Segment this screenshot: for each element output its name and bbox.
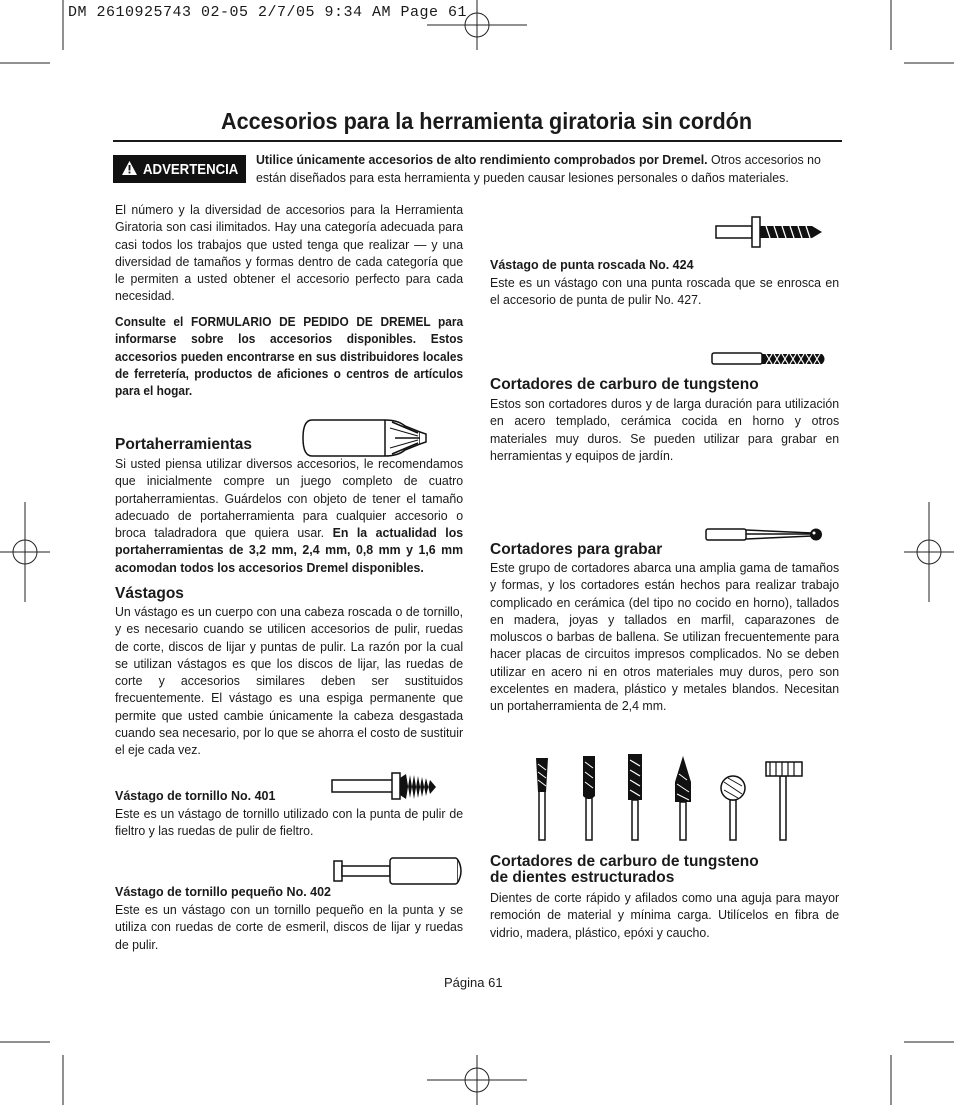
structured-heading-1: Cortadores de carburo de tungsteno <box>490 853 759 870</box>
title-rule <box>113 140 842 142</box>
engraving-cutter-illustration <box>704 524 826 546</box>
collet-illustration <box>300 416 430 458</box>
m424-paragraph: Este es un vástago con una punta roscada que se enrosca en el accesorio de punta de pulir No. 427. <box>490 275 840 308</box>
print-slug: DM 2610925743 02-05 2/7/05 9:34 AM Page 61 <box>68 4 468 21</box>
m424-heading: Vástago de punta roscada No. 424 <box>490 258 694 272</box>
collets-heading: Portaherramientas <box>115 436 252 453</box>
m401-heading: Vástago de tornillo No. 401 <box>115 789 276 803</box>
structured-heading-2: de dientes estructurados <box>490 869 675 886</box>
structured-paragraph: Dientes de corte rápido y afilados como una aguja para mayor remoción de material y mínima carga. Utilícelos en fibra de vidrio, madera, plástico, epóxi y caucho. <box>490 890 840 940</box>
warning-triangle-icon <box>121 160 138 176</box>
page-title: Accesorios para la herramienta giratoria sin cordón <box>221 108 753 134</box>
mandrels-paragraph: Un vástago es un cuerpo con una cabeza roscada o de tornillo, y es necesario cuando se utilicen accesorios de pulir, ruedas de corte, discos de lijar y puntas de pulir. La razón por la cual se utilizan vástagos es que los discos de lijar, las ruedas de corte y accesorios similares deben ser sustituidos frecuentemente. El vástago es una espiga permanente que permite que usted cambie únicamente la cabeza desgastada cuando sea necesario, por lo que se ahorra el costo de sustituir el eje cada vez. <box>115 604 464 758</box>
m402-paragraph: Este es un vástago con un tornillo pequeño en la punta y se utiliza con ruedas de corte de esmeril, discos de lijar y ruedas de pulir. <box>115 902 464 952</box>
collets-paragraph: Si usted piensa utilizar diversos accesorios, le recomendamos que inicialmente compre un juego completo de cuatro portaherramientas. Guárdelos con objeto de tener el tamaño adecuado de portaherramienta para cualquier accesorio o broca taladradora que quiera usar. En la actualidad los portaherramientas de 3,2 mm, 2,4 mm, 0,8 mm y 1,6 mm acomodan todos los accesorios Dremel disponibles. <box>115 456 464 575</box>
warning-label: ADVERTENCIA <box>143 160 239 178</box>
carbide-paragraph: Estos son cortadores duros y de larga duración para utilización en acero templado, cerámica cocida en horno y otros materiales muy duros. Se pueden utilizar para grabar en herramientas y equipos de jardín. <box>490 396 840 463</box>
mandrel-402-illustration <box>332 855 466 887</box>
mandrels-heading: Vástagos <box>115 585 184 602</box>
structured-cutters-illustration <box>522 750 812 844</box>
mandrel-401-illustration <box>330 770 440 804</box>
engraving-heading: Cortadores para grabar <box>490 541 663 558</box>
m402-heading: Vástago de tornillo pequeño No. 402 <box>115 885 332 899</box>
consult-paragraph: Consulte el FORMULARIO DE PEDIDO DE DREMEL para informarse sobre los accesorios disponibles. Estos accesorios pueden encontrarse en sus distribuidores locales de ferretería, productos de aficiones o centros de artículos para el hogar. <box>115 315 464 399</box>
page-number: Página 61 <box>444 975 503 990</box>
intro-paragraph: El número y la diversidad de accesorios para la Herramienta Giratoria son casi ilimitados. Hay una categoría adecuada para casi todos los trabajos que usted tenga que realizar — y una diversidad de tamaños y formas dentro de cada categoría que le permiten a usted obtener el accesorio perfecto para cada necesidad. <box>115 202 464 304</box>
warning-text <box>256 151 842 186</box>
carbide-cutter-illustration <box>710 348 828 370</box>
warning-body: Otros accesorios no están diseñados para esta herramienta y pueden causar lesiones personales o daños materiales. <box>256 152 821 185</box>
mandrel-424-illustration <box>712 214 826 250</box>
engraving-paragraph: Este grupo de cortadores abarca una amplia gama de tamaños y formas, y los cortadores están hechos para realizar trabajo complicado en cerámica (del tipo no cocido en horno), tallados en madera, joyas y tallados en marfil, caparazones de moluscos o barbas de ballena. Se utilizan frecuentemente para hacer placas de circuitos impresos complicados. No se deben utilizar en acero ni en otros materiales muy duros, pero son excelentes en madera, plástico y metales blandos. Necesitan un portaherramienta de 2,4 mm. <box>490 560 840 714</box>
m401-paragraph: Este es un vástago de tornillo utilizado con la punta de pulir de fieltro y las ruedas de pulir de fieltro. <box>115 806 464 839</box>
warning-badge <box>113 155 246 183</box>
carbide-heading: Cortadores de carburo de tungsteno <box>490 376 759 393</box>
warning-bold: Utilice únicamente accesorios de alto rendimiento comprobados por Dremel. <box>256 152 708 167</box>
